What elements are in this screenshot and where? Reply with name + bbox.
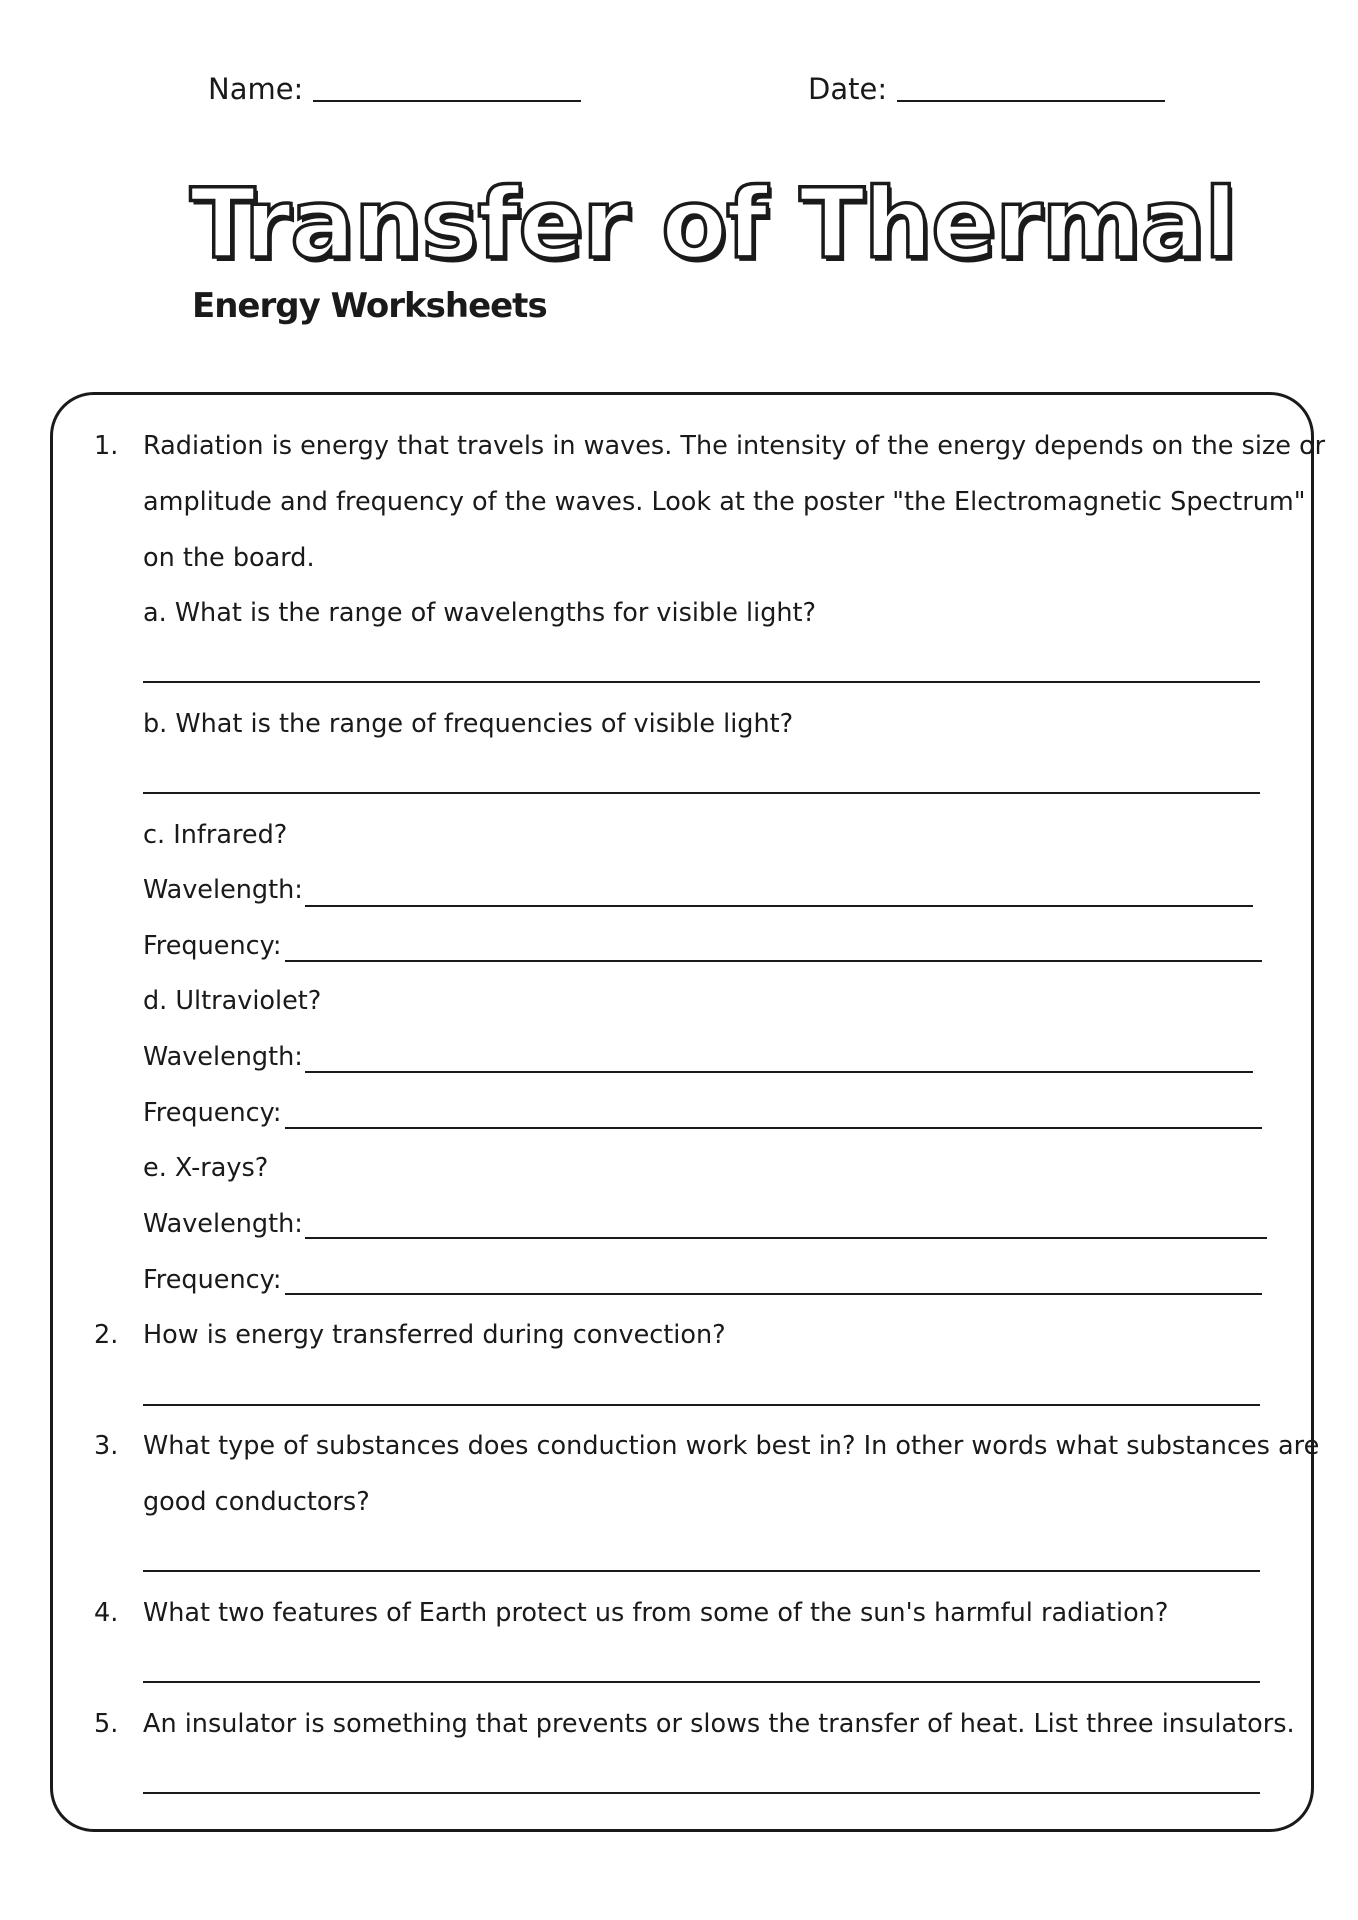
answer-line-2[interactable] xyxy=(143,1404,1260,1406)
xray-frequency-label: Frequency: xyxy=(143,1265,282,1295)
answer-line-infrared-wavelength[interactable] xyxy=(305,905,1253,907)
name-field xyxy=(208,72,581,106)
answer-line-xray-frequency[interactable] xyxy=(285,1293,1262,1295)
answer-line-1a[interactable] xyxy=(143,681,1260,683)
question-1-number: 1. xyxy=(94,431,119,461)
answer-line-3[interactable] xyxy=(143,1570,1260,1572)
answer-line-infrared-frequency[interactable] xyxy=(285,960,1262,962)
question-1c: c. Infrared? xyxy=(143,820,288,850)
answer-line-4[interactable] xyxy=(143,1681,1260,1683)
name-label: Name: xyxy=(208,72,304,106)
xray-wavelength-label: Wavelength: xyxy=(143,1209,303,1239)
answer-line-1b[interactable] xyxy=(143,792,1260,794)
worksheet-subtitle: Energy Worksheets xyxy=(192,286,547,326)
question-5-number: 5. xyxy=(94,1709,119,1739)
question-4-number: 4. xyxy=(94,1598,119,1628)
answer-line-ultraviolet-wavelength[interactable] xyxy=(305,1071,1253,1073)
date-field xyxy=(808,72,1165,106)
name-input-line[interactable] xyxy=(313,100,581,102)
question-1-line-1: Radiation is energy that travels in waves. The intensity of the energy depends on the size or xyxy=(143,431,1326,461)
question-2-text: How is energy transferred during convection? xyxy=(143,1320,726,1350)
question-3-number: 3. xyxy=(94,1431,119,1461)
infrared-frequency-label: Frequency: xyxy=(143,931,282,961)
ultraviolet-frequency-label: Frequency: xyxy=(143,1098,282,1128)
question-2-number: 2. xyxy=(94,1320,119,1350)
answer-line-xray-wavelength[interactable] xyxy=(305,1237,1267,1239)
question-1b: b. What is the range of frequencies of visible light? xyxy=(143,709,794,739)
question-5-text: An insulator is something that prevents or slows the transfer of heat. List three insulators. xyxy=(143,1709,1295,1739)
question-3-line-1: What type of substances does conduction work best in? In other words what substances are xyxy=(143,1431,1320,1461)
worksheet-title: Transfer of Thermal xyxy=(190,168,1237,280)
question-1a: a. What is the range of wavelengths for visible light? xyxy=(143,598,817,628)
date-input-line[interactable] xyxy=(897,100,1165,102)
question-3-line-2: good conductors? xyxy=(143,1487,370,1517)
ultraviolet-wavelength-label: Wavelength: xyxy=(143,1042,303,1072)
question-1-line-3: on the board. xyxy=(143,543,315,573)
infrared-wavelength-label: Wavelength: xyxy=(143,875,303,905)
question-1d: d. Ultraviolet? xyxy=(143,986,322,1016)
answer-line-ultraviolet-frequency[interactable] xyxy=(285,1127,1262,1129)
date-label: Date: xyxy=(808,72,888,106)
question-1e: e. X-rays? xyxy=(143,1153,269,1183)
answer-line-5[interactable] xyxy=(143,1792,1260,1794)
question-4-text: What two features of Earth protect us from some of the sun's harmful radiation? xyxy=(143,1598,1169,1628)
question-1-line-2: amplitude and frequency of the waves. Look at the poster "the Electromagnetic Spectrum" xyxy=(143,487,1306,517)
